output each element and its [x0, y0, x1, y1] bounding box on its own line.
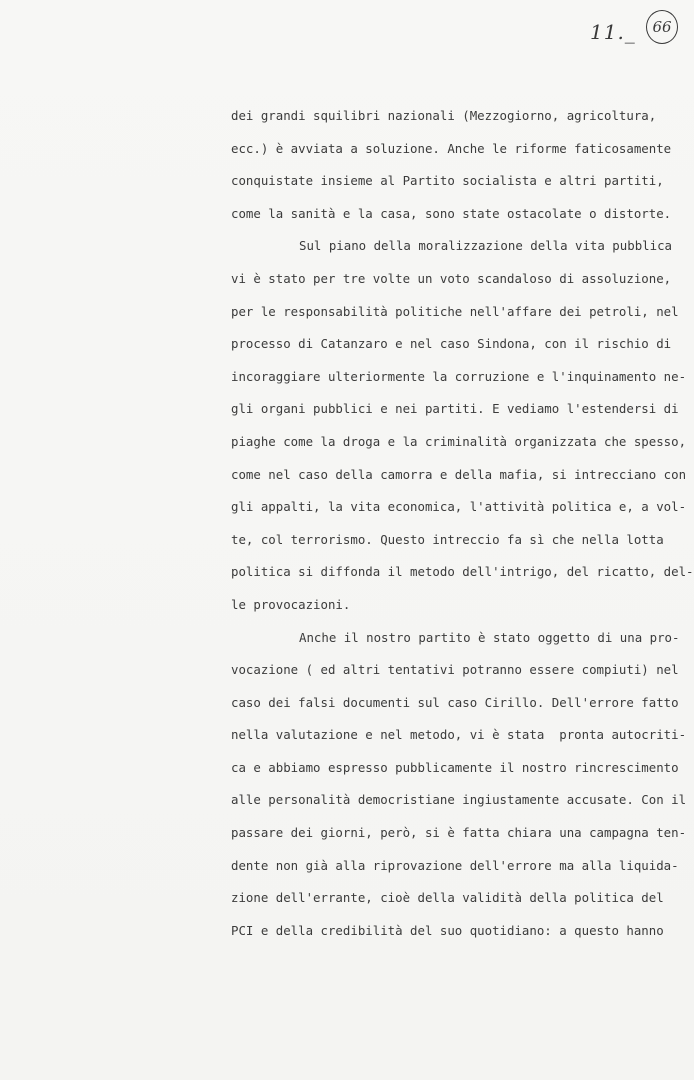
- text-line: gli organi pubblici e nei partiti. E vediamo l'estendersi di: [231, 401, 679, 417]
- paragraph-start-line: Anche il nostro partito è stato oggetto di una pro-: [299, 629, 680, 645]
- text-line: ca e abbiamo espresso pubblicamente il nostro rincrescimento: [231, 759, 679, 775]
- text-line: PCI e della credibilità del suo quotidiano: a questo hanno: [231, 922, 664, 938]
- text-line: politica si diffonda il metodo dell'intrigo, del ricatto, del-: [231, 564, 694, 580]
- text-line: vocazione ( ed altri tentativi potranno essere compiuti) nel: [231, 662, 679, 678]
- document-body: [231, 100, 694, 947]
- text-line: passare dei giorni, però, si è fatta chiara una campagna ten-: [231, 825, 687, 841]
- text-line: te, col terrorismo. Questo intreccio fa sì che nella lotta: [231, 531, 664, 547]
- text-line: alle personalità democristiane ingiustamente accusate. Con il: [231, 792, 687, 808]
- text-line: dei grandi squilibri nazionali (Mezzogiorno, agricoltura,: [231, 108, 657, 123]
- text-line: ecc.) è avviata a soluzione. Anche le riforme faticosamente: [231, 140, 672, 156]
- circled-page-number: 66: [646, 10, 678, 44]
- text-line: piaghe come la droga e la criminalità organizzata che spesso,: [231, 433, 687, 449]
- text-line: per le responsabilità politiche nell'affare dei petroli, nel: [231, 303, 679, 319]
- text-line: zione dell'errante, cioè della validità della politica del: [231, 890, 664, 906]
- text-line: come la sanità e la casa, sono state ostacolate o distorte.: [231, 205, 672, 221]
- text-line: incoraggiare ulteriormente la corruzione e l'inquinamento ne-: [231, 368, 687, 384]
- text-line: gli appalti, la vita economica, l'attività politica e, a vol-: [231, 499, 687, 515]
- text-line: processo di Catanzaro e nel caso Sindona, con il rischio di: [231, 336, 672, 352]
- text-line: le provocazioni.: [231, 596, 351, 612]
- text-line: nella valutazione e nel metodo, vi è stata pronta autocriti-: [231, 727, 687, 743]
- text-line: conquistate insieme al Partito socialista e altri partiti,: [231, 173, 664, 189]
- text-line: dente non già alla riprovazione dell'errore ma alla liquida-: [231, 857, 679, 873]
- text-line: vi è stato per tre volte un voto scandaloso di assoluzione,: [231, 270, 672, 286]
- paragraph-start-line: Sul piano della moralizzazione della vita pubblica: [299, 238, 672, 254]
- text-line: come nel caso della camorra e della mafia, si intrecciano con: [231, 466, 687, 482]
- text-line: caso dei falsi documenti sul caso Cirillo. Dell'errore fatto: [231, 694, 679, 710]
- page-number: 11._: [590, 20, 636, 44]
